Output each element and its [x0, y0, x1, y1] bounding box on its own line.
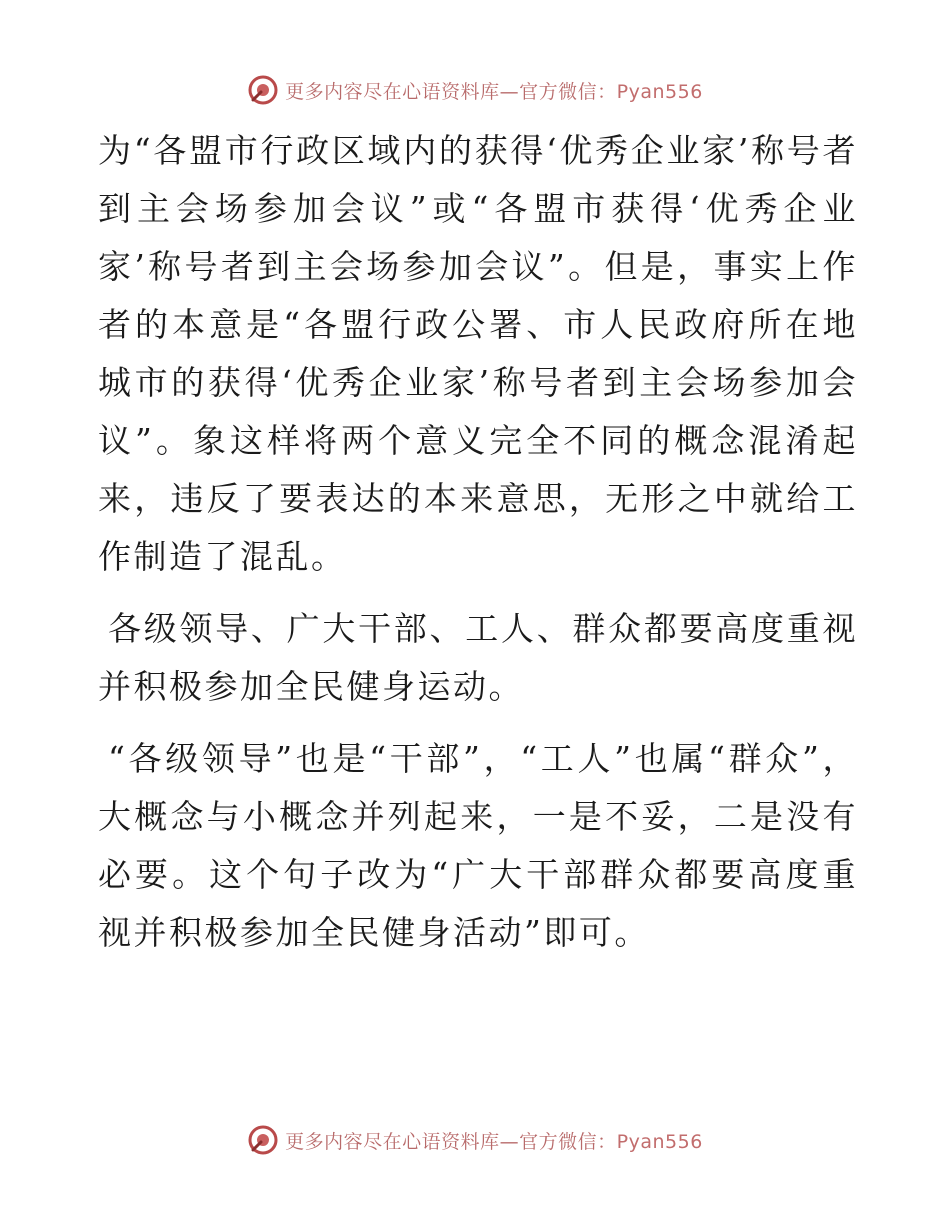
red-seal-logo-icon — [247, 74, 279, 106]
header-watermark — [0, 70, 950, 110]
paragraph-1: 为“各盟市行政区域内的获得‘优秀企业家’称号者到主会场参加会议”或“各盟市获得‘优秀企业家’称号者到主会场参加会议”。但是，事实上作者的本意是“各盟行政公署、市人民政府所在地城市的获得‘优秀企业家’称号者到主会场参加会议”。象这样将两个意义完全不同的概念混淆起来，违反了要表达的本来意思，无形之中就给工作制造了混乱。 — [98, 131, 858, 576]
footer-watermark-id: Pyan556 — [616, 1130, 703, 1153]
paragraph-2: 各级领导、广大干部、工人、群众都要高度重视并积极参加全民健身运动。 — [98, 609, 858, 706]
footer-watermark-label: 更多内容尽在心语资料库—官方微信： — [285, 1130, 617, 1153]
footer-watermark-text — [285, 1127, 703, 1154]
red-seal-logo-icon — [247, 1124, 279, 1156]
paragraph-3: “各级领导”也是“干部”，“工人”也属“群众”，大概念与小概念并列起来，一是不妥，二是没有必要。这个句子改为“广大干部群众都要高度重视并积极参加全民健身活动”即可。 — [98, 739, 858, 952]
header-watermark-text — [285, 77, 703, 104]
document-body — [98, 122, 858, 962]
header-watermark-label: 更多内容尽在心语资料库—官方微信： — [285, 80, 617, 103]
header-watermark-id: Pyan556 — [616, 80, 703, 103]
footer-watermark — [0, 1120, 950, 1160]
